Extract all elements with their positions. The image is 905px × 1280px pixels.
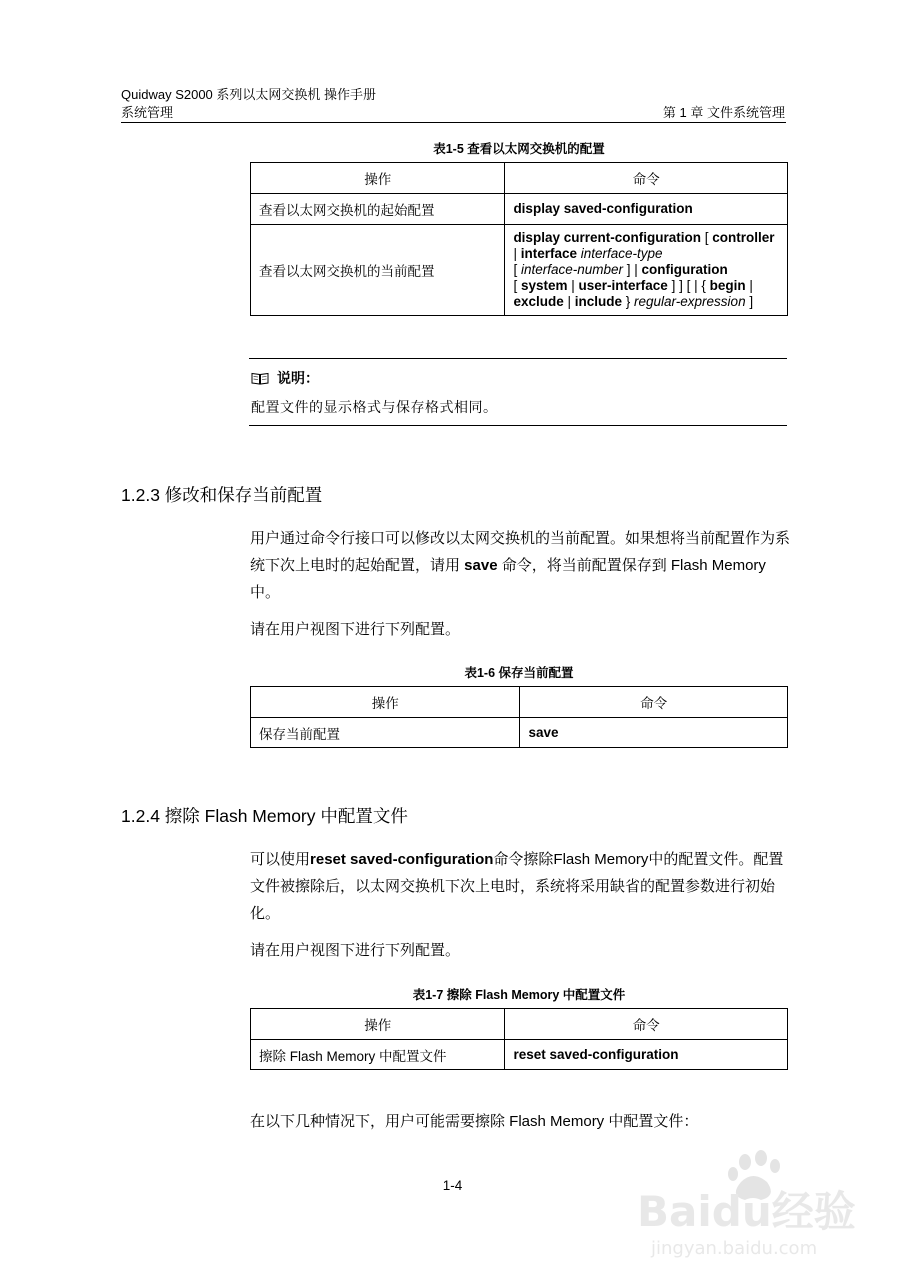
paragraph: 在以下几种情况下，用户可能需要擦除 Flash Memory 中配置文件： — [250, 1113, 699, 1130]
command-cell: display saved-configuration — [505, 194, 788, 225]
section-heading-1-2-4: 1.2.4 擦除 Flash Memory 中配置文件 — [121, 806, 408, 826]
paragraph: 请在用户视图下进行下列配置。 — [250, 942, 461, 959]
column-header-operation: 操作 — [251, 163, 505, 194]
note-label: 说明： — [277, 370, 319, 386]
table-header-row — [251, 687, 788, 718]
document-subtitle: 系统管理 — [121, 105, 174, 120]
book-icon — [251, 372, 269, 385]
operation-cell: 查看以太网交换机的起始配置 — [251, 194, 505, 225]
page-header-left — [121, 86, 376, 122]
operation-cell: 擦除 Flash Memory 中配置文件 — [251, 1040, 505, 1070]
baidu-watermark — [637, 1148, 857, 1268]
document-title: Quidway S2000 系列以太网交换机 操作手册 — [121, 87, 377, 102]
table-header-row — [251, 163, 788, 194]
paragraph: 用户通过命令行接口可以修改以太网交换机的当前配置。如果想将当前配置作为系统下次上电时的起始配置，请用 save 命令，将当前配置保存到 Flash Memory 中。 — [250, 530, 791, 601]
command-cell: display current-configuration [ controller | interface interface-type [ interface-number ] | configuration [ system | user-interface ] ] [ | { begin | exclude | include } regular-expression ] — [505, 225, 788, 316]
paragraph: 可以使用reset saved-configuration命令擦除Flash Memory中的配置文件。配置文件被擦除后，以太网交换机下次上电时，系统将采用缺省的配置参数进行初始化。 — [250, 851, 784, 922]
column-header-command: 命令 — [505, 163, 788, 194]
view-config-table — [250, 162, 788, 316]
paragraph: 请在用户视图下进行下列配置。 — [250, 621, 461, 638]
operation-cell: 保存当前配置 — [251, 718, 520, 748]
watermark-brand: Baidu经验 — [637, 1187, 856, 1236]
save-config-table — [250, 686, 788, 748]
note-top-rule — [249, 358, 787, 359]
note-bottom-rule — [249, 425, 787, 426]
command-cell: save — [520, 718, 788, 748]
table-caption: 表1-7 擦除 Flash Memory 中配置文件 — [412, 988, 626, 1002]
table-header-row — [251, 1009, 788, 1040]
table-caption: 表1-6 保存当前配置 — [464, 666, 574, 680]
watermark-url: jingyan.baidu.com — [651, 1238, 818, 1259]
section-heading-1-2-3: 1.2.3 修改和保存当前配置 — [121, 485, 323, 505]
erase-config-table — [250, 1008, 788, 1070]
page-number: 1-4 — [442, 1178, 463, 1193]
column-header-operation: 操作 — [251, 1009, 505, 1040]
column-header-command: 命令 — [520, 687, 788, 718]
command-save: save — [464, 557, 498, 574]
operation-cell: 查看以太网交换机的当前配置 — [251, 225, 505, 316]
baidu-paw-logo-icon — [637, 1148, 857, 1268]
command-cell: reset saved-configuration — [505, 1040, 788, 1070]
column-header-operation: 操作 — [251, 687, 520, 718]
table-caption: 表1-5 查看以太网交换机的配置 — [433, 142, 605, 156]
command-reset-saved-configuration: reset saved-configuration — [310, 851, 494, 868]
table-row — [251, 194, 788, 225]
chapter-title: 第 1 章 文件系统管理 — [662, 105, 785, 120]
table-row — [251, 718, 788, 748]
column-header-command: 命令 — [505, 1009, 788, 1040]
header-divider — [121, 122, 786, 123]
note-text: 配置文件的显示格式与保存格式相同。 — [251, 400, 498, 416]
note-title — [251, 368, 319, 388]
table-row — [251, 1040, 788, 1070]
table-row — [251, 225, 788, 316]
